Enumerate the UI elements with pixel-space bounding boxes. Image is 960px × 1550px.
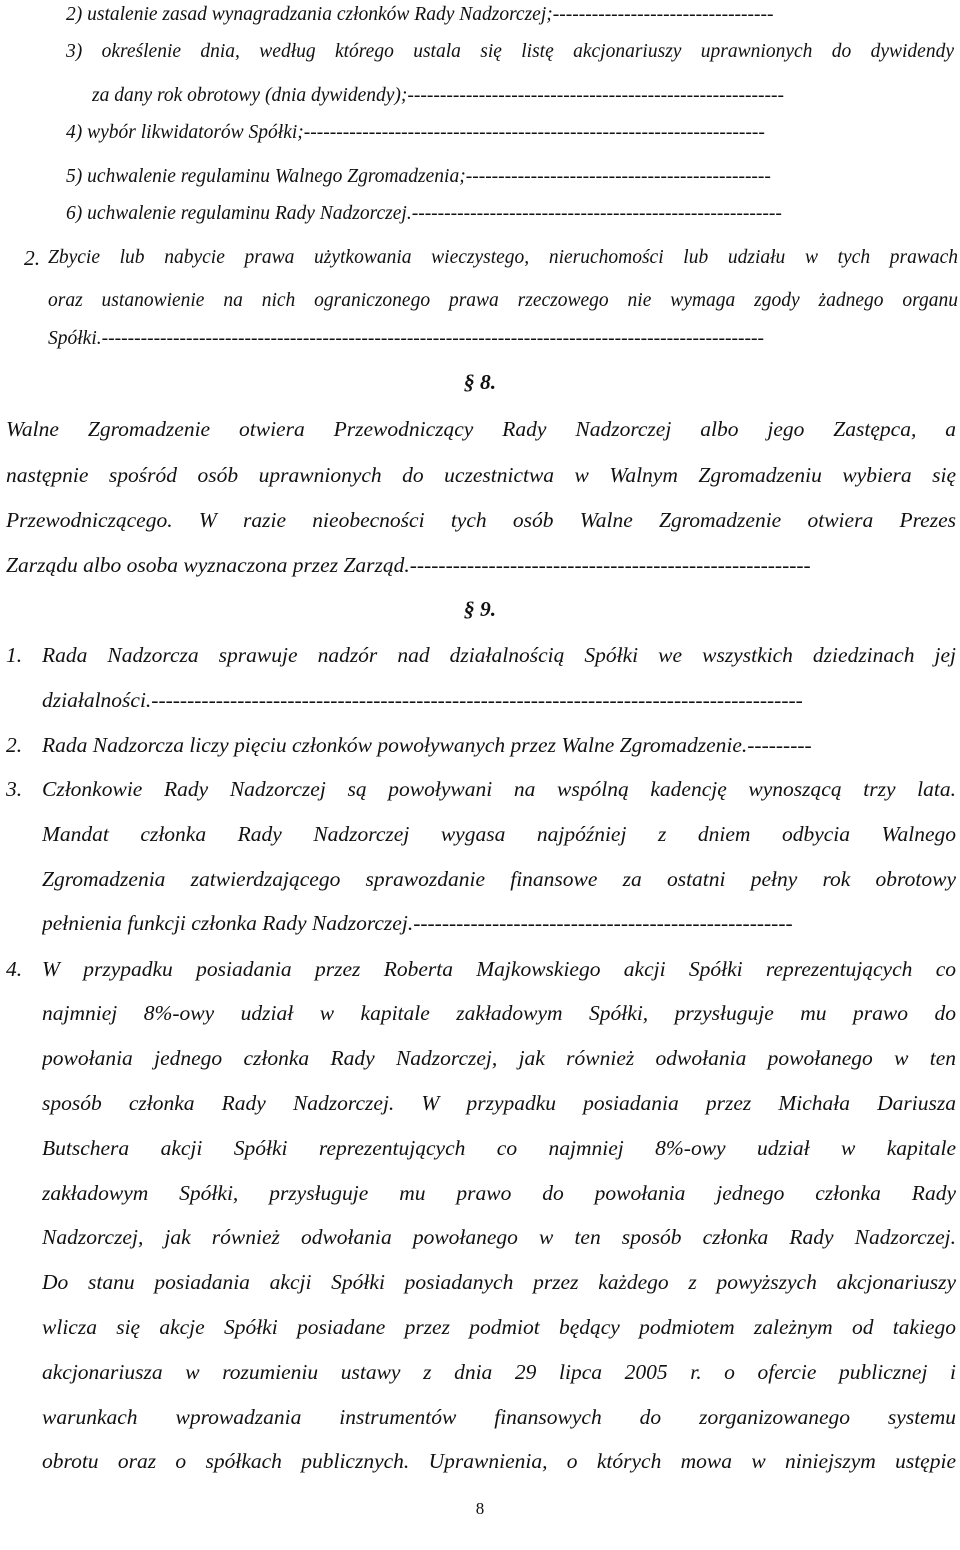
point-number: 2. <box>24 246 41 270</box>
paragraph-line: pełnienia funkcji członka Rady Nadzorczej.----------------------------------------------------- <box>42 911 793 935</box>
paragraph-line: Zarządu albo osoba wyznaczona przez Zarząd.-------------------------------------------------------- <box>6 553 811 577</box>
point-number: 2. <box>6 733 23 757</box>
paragraph-line: wlicza się akcje Spółki posiadane przez podmiot będący podmiotem zależnym od takiego <box>42 1315 956 1339</box>
list-item-3-continued: za dany rok obrotowy (dnia dywidendy);---------------------------------------------------------- <box>92 85 785 106</box>
paragraph-line: zakładowym Spółki, przysługuje mu prawo do powołania jednego członka Rady <box>42 1181 956 1205</box>
list-item-5: 5) uchwalenie regulaminu Walnego Zgromadzenia;----------------------------------------------- <box>66 166 771 187</box>
paragraph-line: działalności.------------------------------------------------------------------------------------------- <box>42 688 803 712</box>
point-number: 1. <box>6 643 23 667</box>
section-heading: § 8. <box>463 370 497 394</box>
paragraph-line: Spółki.------------------------------------------------------------------------------------------------------ <box>48 328 764 349</box>
paragraph-line: Członkowie Rady Nadzorczej są powoływani na wspólną kadencję wynoszącą trzy lata. <box>42 777 956 801</box>
paragraph-line: Rada Nadzorcza sprawuje nadzór nad działalnością Spółki we wszystkich dziedzinach jej <box>42 643 956 667</box>
section-heading: § 9. <box>463 597 497 621</box>
paragraph-line: Walne Zgromadzenie otwiera Przewodniczący Rady Nadzorczej albo jego Zastępca, a <box>6 417 956 441</box>
paragraph-line: sposób członka Rady Nadzorczej. W przypadku posiadania przez Michała Dariusza <box>42 1091 956 1115</box>
list-item-2: 2) ustalenie zasad wynagradzania członków Rady Nadzorczej;---------------------------------- <box>66 4 774 25</box>
paragraph-line: Rada Nadzorcza liczy pięciu członków powoływanych przez Walne Zgromadzenie.--------- <box>42 733 812 757</box>
paragraph-line: Mandat członka Rady Nadzorczej wygasa najpóźniej z dniem odbycia Walnego <box>42 822 956 846</box>
paragraph-line: Zbycie lub nabycie prawa użytkowania wieczystego, nieruchomości lub udziału w tych prawach <box>48 247 958 268</box>
paragraph-line: Butschera akcji Spółki reprezentujących co najmniej 8%-owy udział w kapitale <box>42 1136 956 1160</box>
list-item-4: 4) wybór likwidatorów Spółki;----------------------------------------------------------------------- <box>66 122 765 143</box>
paragraph-line: obrotu oraz o spółkach publicznych. Uprawnienia, o których mowa w niniejszym ustępie <box>42 1449 956 1473</box>
paragraph-line: Przewodniczącego. W razie nieobecności tych osób Walne Zgromadzenie otwiera Prezes <box>6 508 956 532</box>
paragraph-line: oraz ustanowienie na nich ograniczonego prawa rzeczowego nie wymaga zgody żadnego organu <box>48 290 958 311</box>
paragraph-line: W przypadku posiadania przez Roberta Majkowskiego akcji Spółki reprezentujących co <box>42 957 956 981</box>
paragraph-line: następnie spośród osób uprawnionych do uczestnictwa w Walnym Zgromadzeniu wybiera się <box>6 463 956 487</box>
paragraph-line: akcjonariusza w rozumieniu ustawy z dnia 29 lipca 2005 r. o ofercie publicznej i <box>42 1360 956 1384</box>
paragraph-line: Nadzorczej, jak również odwołania powołanego w ten sposób członka Rady Nadzorczej. <box>42 1225 956 1249</box>
list-item-3: 3) określenie dnia, według którego ustala się listę akcjonariuszy uprawnionych do dywidendy <box>66 41 954 62</box>
list-item-6: 6) uchwalenie regulaminu Rady Nadzorczej.--------------------------------------------------------- <box>66 203 782 224</box>
paragraph-line: Zgromadzenia zatwierdzającego sprawozdanie finansowe za ostatni pełny rok obrotowy <box>42 867 956 891</box>
point-number: 3. <box>6 777 23 801</box>
page-number: 8 <box>475 1499 485 1518</box>
paragraph-line: powołania jednego członka Rady Nadzorczej, jak również odwołania powołanego w ten <box>42 1046 956 1070</box>
paragraph-line: Do stanu posiadania akcji Spółki posiadanych przez każdego z powyższych akcjonariuszy <box>42 1270 956 1294</box>
paragraph-line: warunkach wprowadzania instrumentów finansowych do zorganizowanego systemu <box>42 1405 956 1429</box>
paragraph-line: najmniej 8%-owy udział w kapitale zakładowym Spółki, przysługuje mu prawo do <box>42 1001 956 1025</box>
point-number: 4. <box>6 957 23 981</box>
